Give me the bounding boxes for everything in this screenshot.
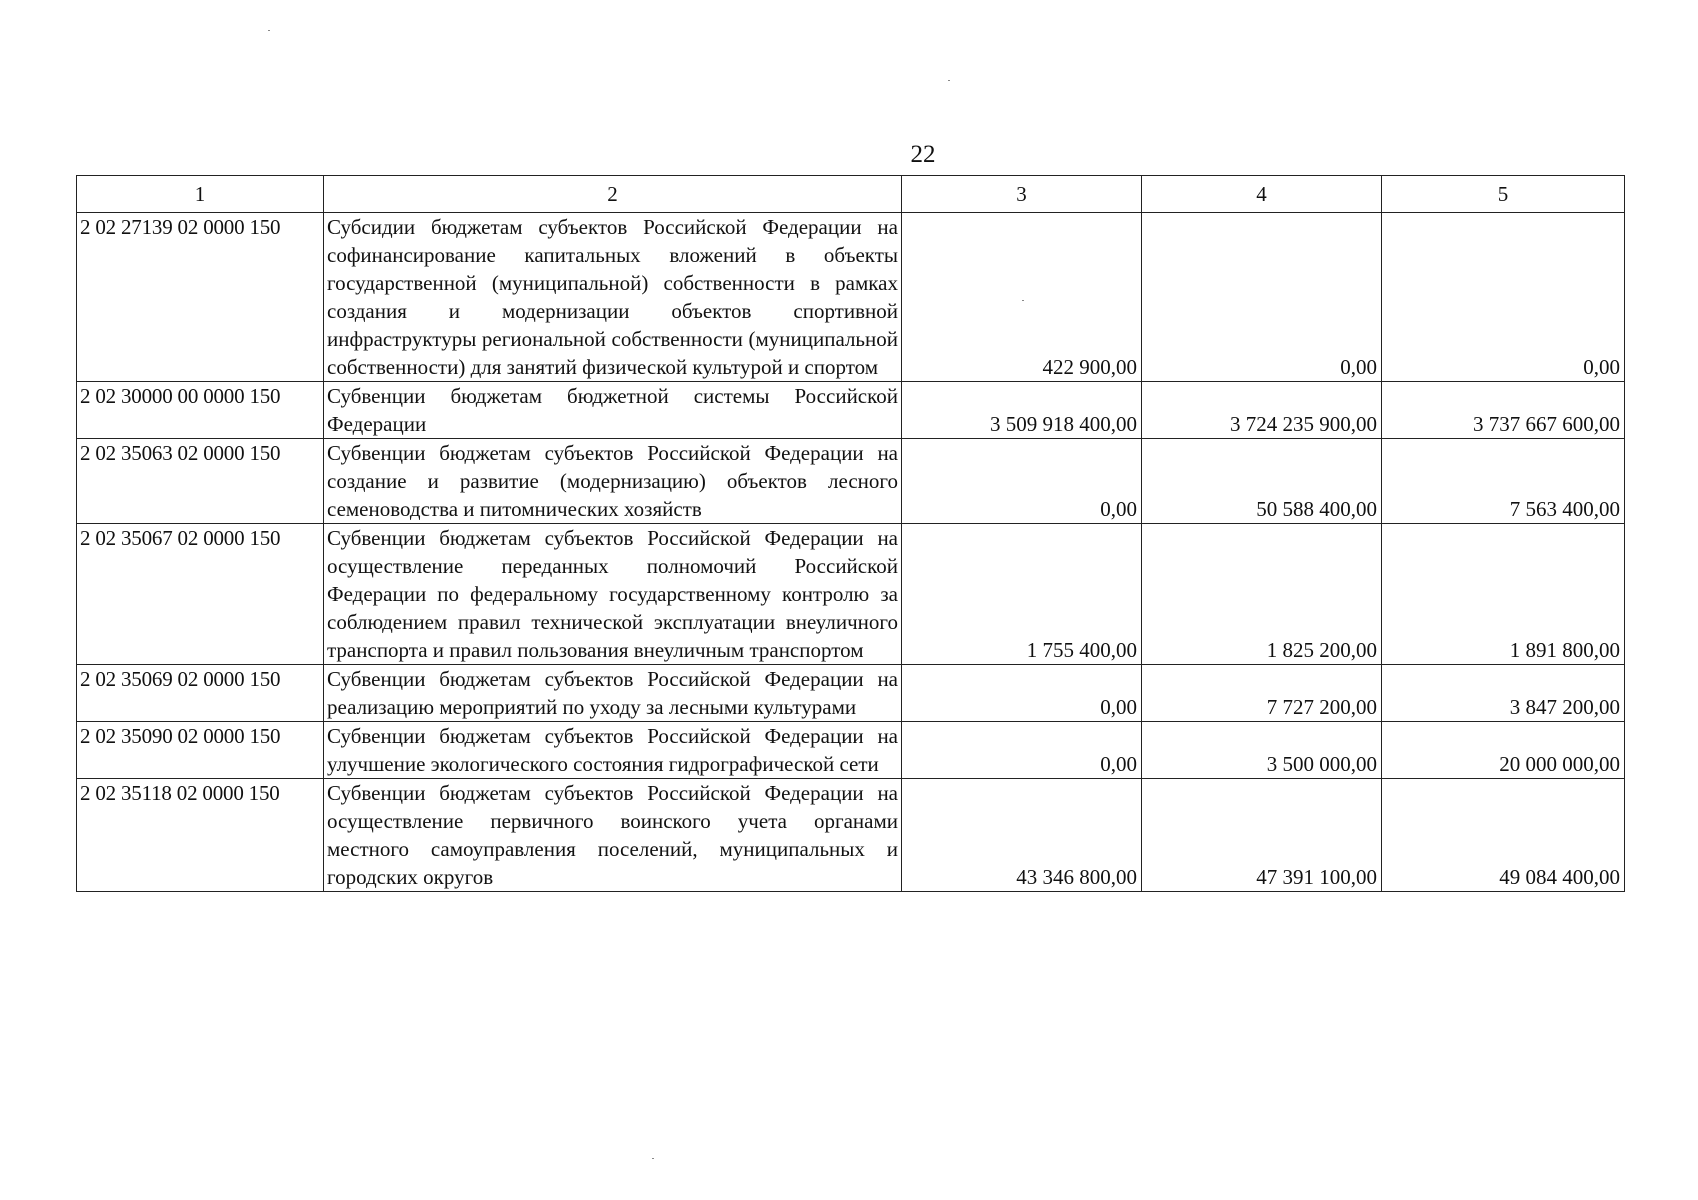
- column-header: 4: [1142, 176, 1382, 213]
- budget-table: [76, 175, 1625, 892]
- amount-col3: 3 509 918 400,00: [902, 382, 1142, 439]
- amount-col3: 1 755 400,00: [902, 524, 1142, 665]
- table-row: [77, 213, 1625, 382]
- scan-speck: [268, 30, 270, 31]
- amount-col4: 50 588 400,00: [1142, 439, 1382, 524]
- amount-col3: 0,00: [902, 722, 1142, 779]
- column-header: 1: [77, 176, 324, 213]
- revenue-name: Субвенции бюджетам субъектов Российской Федерации на осуществление первичного воинского учета органами местного самоуправления поселений, муниципальных и городских округов: [324, 779, 902, 892]
- amount-col4: 1 825 200,00: [1142, 524, 1382, 665]
- revenue-code: 2 02 35118 02 0000 150: [77, 779, 324, 892]
- amount-col5: 20 000 000,00: [1382, 722, 1625, 779]
- amount-col3: 43 346 800,00: [902, 779, 1142, 892]
- amount-col4: 3 500 000,00: [1142, 722, 1382, 779]
- amount-col5: 3 737 667 600,00: [1382, 382, 1625, 439]
- table-header-row: [77, 176, 1625, 213]
- revenue-code: 2 02 35069 02 0000 150: [77, 665, 324, 722]
- table-row: [77, 524, 1625, 665]
- amount-col5: 7 563 400,00: [1382, 439, 1625, 524]
- revenue-name: Субвенции бюджетам субъектов Российской Федерации на создание и развитие (модернизацию) объектов лесного семеноводства и питомнических хозяйств: [324, 439, 902, 524]
- revenue-name: Субсидии бюджетам субъектов Российской Федерации на софинансирование капитальных вложений в объекты государственной (муниципальной) собственности в рамках создания и модернизации объектов спортивной инфраструктуры региональной собственности (муниципальной собственности) для занятий физической культурой и спортом: [324, 213, 902, 382]
- revenue-name: Субвенции бюджетам бюджетной системы Российской Федерации: [324, 382, 902, 439]
- table-row: [77, 665, 1625, 722]
- amount-col4: 3 724 235 900,00: [1142, 382, 1382, 439]
- table-row: [77, 779, 1625, 892]
- revenue-code: 2 02 35063 02 0000 150: [77, 439, 324, 524]
- revenue-code: 2 02 35090 02 0000 150: [77, 722, 324, 779]
- amount-col4: 47 391 100,00: [1142, 779, 1382, 892]
- amount-col5: 0,00: [1382, 213, 1625, 382]
- revenue-name: Субвенции бюджетам субъектов Российской Федерации на улучшение экологического состояния гидрографической сети: [324, 722, 902, 779]
- amount-col5: 49 084 400,00: [1382, 779, 1625, 892]
- revenue-name: Субвенции бюджетам субъектов Российской Федерации на реализацию мероприятий по уходу за лесными культурами: [324, 665, 902, 722]
- amount-col5: 3 847 200,00: [1382, 665, 1625, 722]
- table-row: [77, 722, 1625, 779]
- amount-col4: 0,00: [1142, 213, 1382, 382]
- scan-speck: [652, 1158, 654, 1159]
- amount-col3: 0,00: [902, 439, 1142, 524]
- amount-col3: 422 900,00: [902, 213, 1142, 382]
- amount-col5: 1 891 800,00: [1382, 524, 1625, 665]
- column-header: 3: [902, 176, 1142, 213]
- table-row: [77, 382, 1625, 439]
- revenue-code: 2 02 35067 02 0000 150: [77, 524, 324, 665]
- scan-speck: [948, 80, 950, 81]
- revenue-name: Субвенции бюджетам субъектов Российской Федерации на осуществление переданных полномочий Российской Федерации по федеральному государственному контролю за соблюдением правил технической эксплуатации внеуличного транспорта и правил пользования внеуличным транспортом: [324, 524, 902, 665]
- amount-col4: 7 727 200,00: [1142, 665, 1382, 722]
- revenue-code: 2 02 30000 00 0000 150: [77, 382, 324, 439]
- amount-col3: 0,00: [902, 665, 1142, 722]
- revenue-code: 2 02 27139 02 0000 150: [77, 213, 324, 382]
- column-header: 2: [324, 176, 902, 213]
- page-number: 22: [910, 141, 936, 168]
- table-row: [77, 439, 1625, 524]
- column-header: 5: [1382, 176, 1625, 213]
